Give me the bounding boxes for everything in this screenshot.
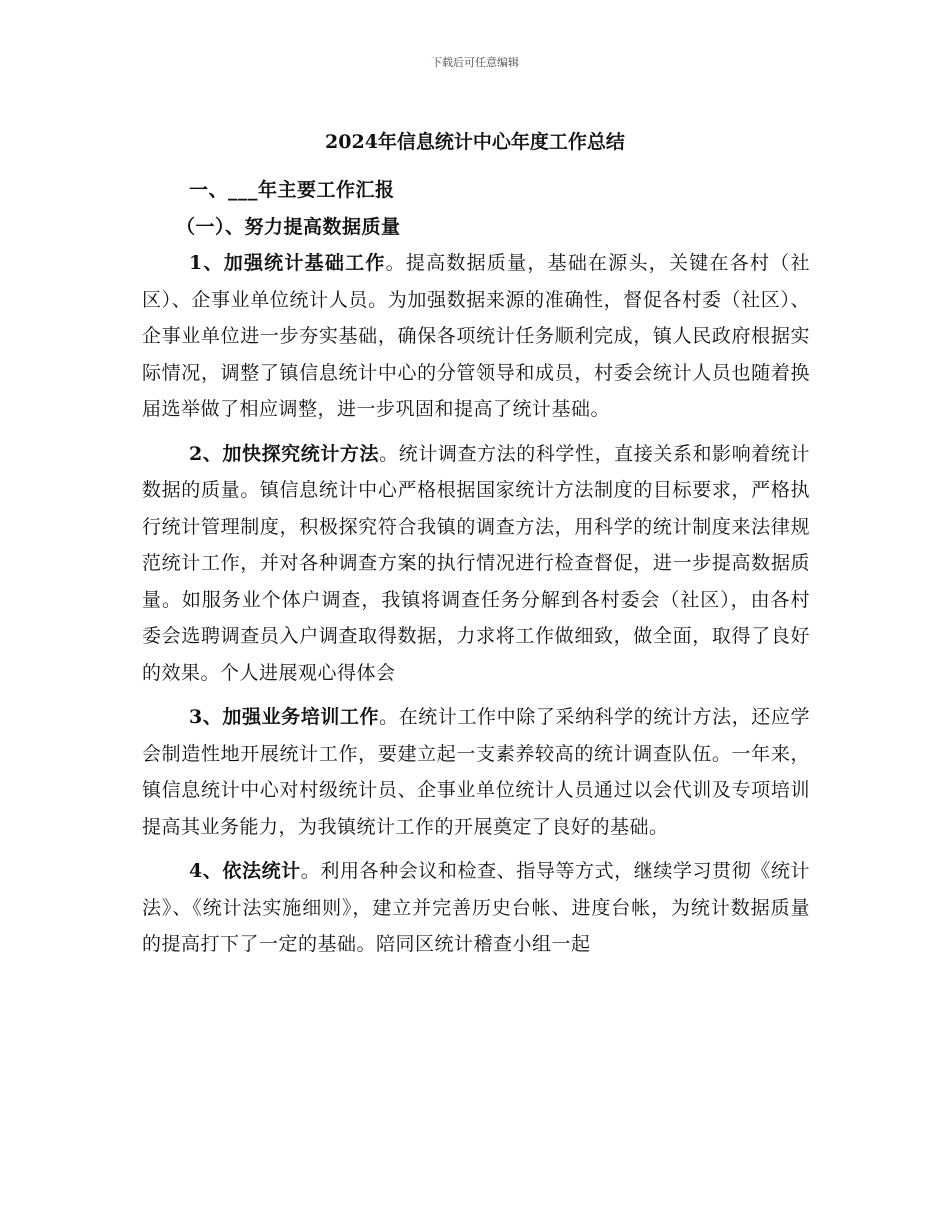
paragraph-text: 。提高数据质量，基础在源头，关键在各村（社区）、企事业单位统计人员。为加强数据来源的准确性，督促各村委（社区）、企事业单位进一步夯实基础，确保各项统计任务顺利完成，镇人民政府根据实际情况，调整了镇信息统计中心的分管领导和成员，村委会统计人员也随着换届选举做了相应调整，进一步巩固和提高了统计基础。 [142,252,810,420]
paragraph-3 [142,699,810,845]
paragraph-2 [142,436,810,692]
paragraph-4 [142,853,810,963]
paragraph-text: 。在统计工作中除了采纳科学的统计方法，还应学会制造性地开展统计工作，要建立起一支素养较高的统计调查队伍。一年来，镇信息统计中心对村级统计员、企事业单位统计人员通过以会代训及专项培训提高其业务能力，为我镇统计工作的开展奠定了良好的基础。 [142,706,810,838]
paragraph-lead: 1、加强统计基础工作 [189,252,386,274]
page-header-note: 下载后可任意编辑 [431,56,519,69]
document-body [142,172,810,963]
paragraph-text: 。利用各种会议和检查、指导等方式，继续学习贯彻《统计法》、《统计法实施细则》，建立并完善历史台帐、进度台帐，为统计数据质量的提高打下了一定的基础。陪同区统计稽查小组一起 [142,860,810,955]
paragraph-lead: 3、加强业务培训工作 [189,706,380,728]
paragraph-text: 。统计调查方法的科学性，直接关系和影响着统计数据的质量。镇信息统计中心严格根据国家统计方法制度的目标要求，严格执行统计管理制度，积极探究符合我镇的调查方法，用科学的统计制度来法律规范统计工作，并对各种调查方案的执行情况进行检查督促，进一步提高数据质量。如服务业个体户调查，我镇将调查任务分解到各村委会（社区），由各村委会选聘调查员入户调查取得数据，力求将工作做细致，做全面，取得了良好的效果。个人进展观心得体会 [142,442,810,684]
document-title: 2024年信息统计中心年度工作总结 [325,131,625,153]
paragraph-1 [142,245,810,428]
paragraph-lead: 2、加快探究统计方法 [189,442,380,465]
subsection-heading: （一）、努力提高数据质量 [176,215,401,238]
paragraph-lead: 4、依法统计 [189,860,301,882]
section-heading: 一、___年主要工作汇报 [189,179,395,201]
